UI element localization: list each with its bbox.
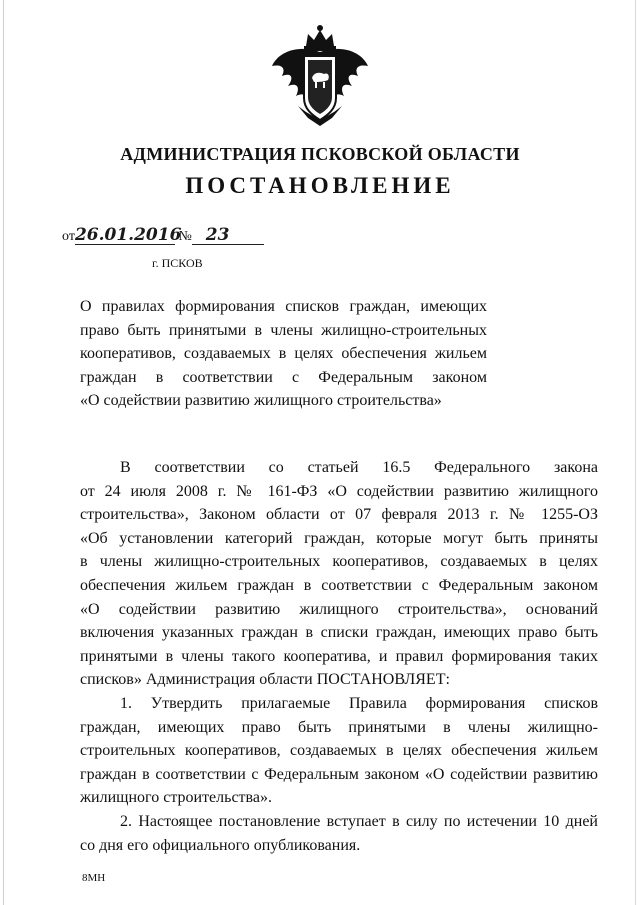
handwritten-date: 26.01.2016 bbox=[74, 225, 182, 245]
body-line: от 24 июля 2008 г. № 161-ФЗ «О содействии развитию жилищного bbox=[80, 482, 598, 500]
document-type-title: ПОСТАНОВЛЕНИЕ bbox=[185, 173, 455, 198]
body-line: жилищного строительства». bbox=[80, 789, 272, 807]
subject-line: О правилах формирования списков граждан, имеющих bbox=[80, 298, 487, 315]
date-number-line bbox=[62, 226, 264, 245]
coat-of-arms-emblem bbox=[268, 22, 372, 132]
body-line: 2. Настоящее постановление вступает в силу по истечении 10 дней bbox=[120, 812, 598, 830]
body-line: 1. Утвердить прилагаемые Правила формирования списков bbox=[120, 694, 598, 712]
scan-edge-right bbox=[635, 0, 636, 905]
document-subject bbox=[80, 295, 487, 413]
body-line: В соответствии со статьей 16.5 Федерального закона bbox=[120, 459, 598, 476]
subject-line: граждан в соответствии с Федеральным законом bbox=[80, 368, 487, 386]
body-line: со дня его официального опубликования. bbox=[80, 836, 361, 854]
body-line: принятыми в члены такого кооператива, и правил формирования таких bbox=[80, 647, 598, 665]
body-line: «О содействии развитию жилищного строительства», оснований bbox=[80, 600, 598, 618]
scan-edge-left bbox=[3, 0, 4, 905]
organization-title: АДМИНИСТРАЦИЯ ПСКОВСКОЙ ОБЛАСТИ bbox=[120, 144, 520, 164]
city-label: г. ПСКОВ bbox=[152, 256, 203, 270]
footer-code: 8МН bbox=[82, 872, 106, 884]
body-line: включения указанных граждан в списки граждан, имеющих право быть bbox=[80, 624, 598, 642]
document-body bbox=[80, 456, 598, 857]
body-line: «Об установлении категорий граждан, которые могут быть приняты bbox=[80, 529, 598, 547]
subject-line: право быть принятыми в члены жилищно-строительных bbox=[80, 321, 487, 339]
date-label: от bbox=[62, 229, 75, 244]
body-line: строительных кооперативов, создаваемых в целях обеспечения жильем bbox=[80, 742, 598, 760]
body-line: граждан, имеющих право быть принятыми в члены жилищно- bbox=[80, 718, 598, 736]
subject-line: «О содействии развитию жилищного строительства» bbox=[80, 392, 442, 409]
handwritten-number: 23 bbox=[192, 226, 264, 245]
number-label: № bbox=[178, 229, 192, 244]
body-line: обеспечения жильем граждан в соответствии с Федеральным законом bbox=[80, 576, 598, 594]
body-line: граждан в соответствии с Федеральным законом «О содействии развитию bbox=[80, 765, 598, 783]
body-line: строительства», Законом области от 07 февраля 2013 г. № 1255-ОЗ bbox=[80, 506, 598, 524]
subject-line: кооперативов, создаваемых в целях обеспечения жильем bbox=[80, 345, 487, 362]
body-line: списков» Администрация области ПОСТАНОВЛЯЕТ: bbox=[80, 671, 450, 689]
body-line: в члены жилищно-строительных кооперативов, создаваемых в целях bbox=[80, 553, 598, 571]
